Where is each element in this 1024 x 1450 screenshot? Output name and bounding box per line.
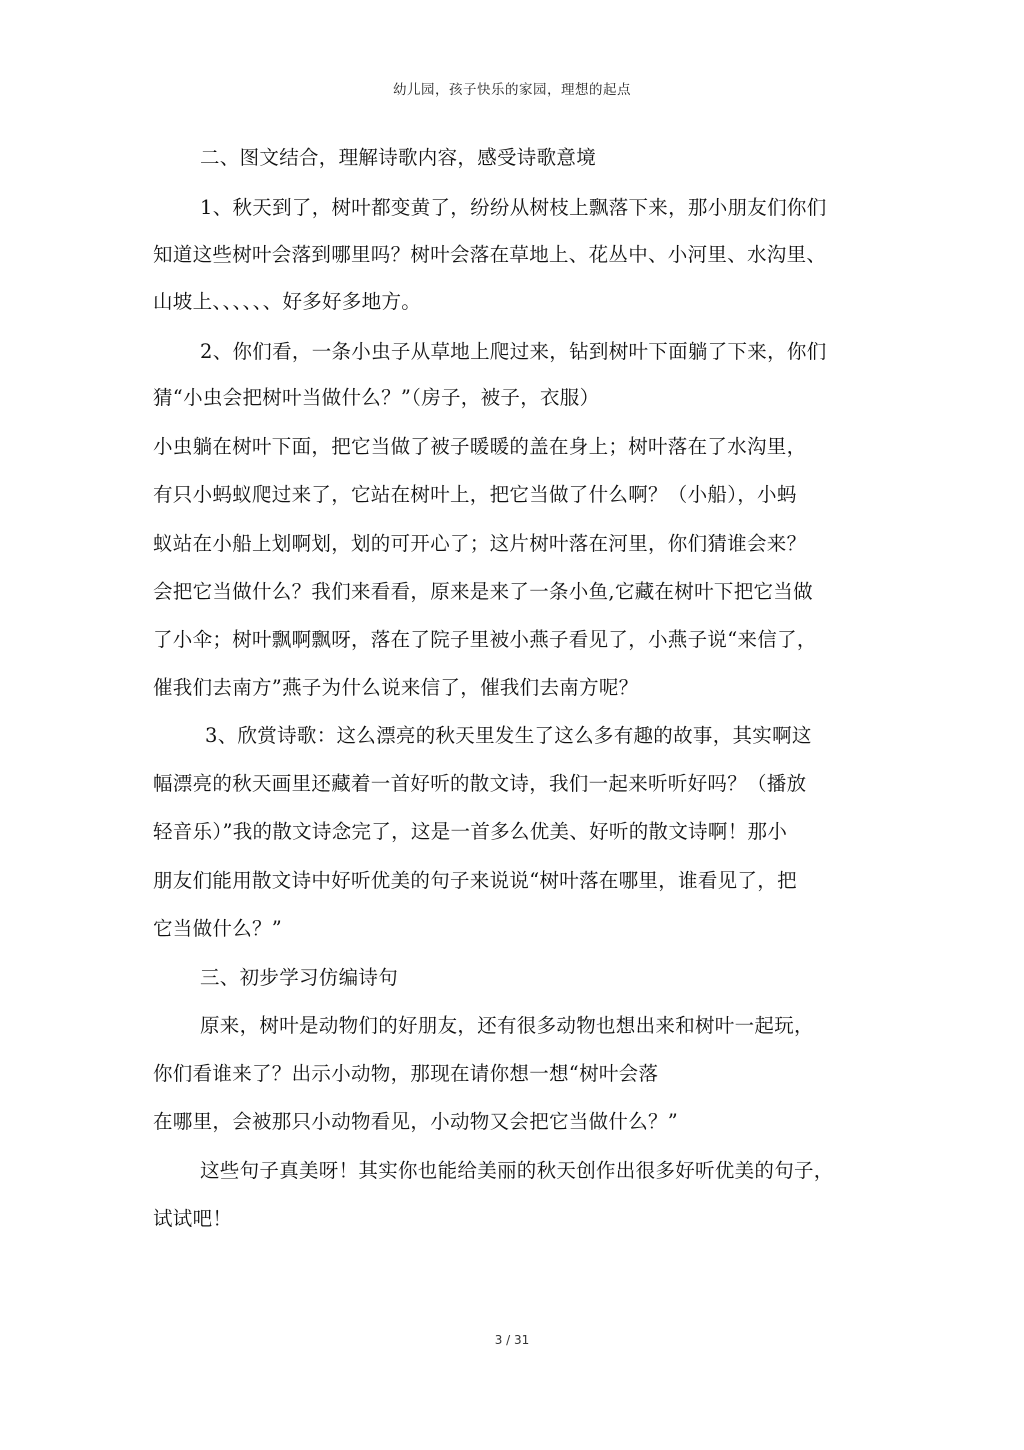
paragraph-line: 猜“小虫会把树叶当做什么？”（房子，被子，衣服） — [153, 386, 600, 409]
section-heading: 三、初步学习仿编诗句 — [200, 966, 399, 989]
paragraph-line: 山坡上、、、、、、好多好多地方。 — [153, 290, 422, 313]
paragraph-line: 它当做什么？” — [153, 917, 283, 940]
paragraph-line: 催我们去南方”燕子为什么说来信了，催我们去南方呢？ — [153, 676, 639, 699]
paragraph-line: 1、秋天到了，树叶都变黄了，纷纷从树枝上飘落下来，那小朋友们你们 — [200, 196, 827, 219]
paragraph-line: 原来，树叶是动物们的好朋友，还有很多动物也想出来和树叶一起玩， — [200, 1014, 814, 1037]
paragraph-line: 轻音乐）”我的散文诗念完了，这是一首多么优美、好听的散文诗啊！那小 — [153, 820, 788, 843]
page-header: 幼儿园，孩子快乐的家园，理想的起点 — [393, 82, 631, 98]
paragraph-line: 有只小蚂蚁爬过来了，它站在树叶上，把它当做了什么啊？（小船），小蚂 — [153, 483, 797, 506]
paragraph-line: 3、欣赏诗歌：这么漂亮的秋天里发生了这么多有趣的故事，其实啊这 — [205, 724, 812, 747]
paragraph-line: 试试吧！ — [153, 1207, 233, 1230]
page-number: 3 / 31 — [494, 1333, 530, 1347]
paragraph-line: 蚁站在小船上划啊划，划的可开心了；这片树叶落在河里，你们猜谁会来？ — [153, 532, 807, 555]
paragraph-line: 在哪里，会被那只小动物看见，小动物又会把它当做什么？” — [153, 1110, 679, 1133]
paragraph-line: 2、你们看，一条小虫子从草地上爬过来，钻到树叶下面躺了下来，你们 — [200, 340, 827, 363]
paragraph-line: 会把它当做什么？我们来看看，原来是来了一条小鱼,它藏在树叶下把它当做 — [153, 580, 813, 603]
paragraph-line: 小虫躺在树叶下面，把它当做了被子暖暖的盖在身上；树叶落在了水沟里， — [153, 435, 807, 458]
paragraph-line: 这些句子真美呀！其实你也能给美丽的秋天创作出很多好听优美的句子， — [200, 1159, 834, 1182]
paragraph-line: 幅漂亮的秋天画里还藏着一首好听的散文诗，我们一起来听听好吗？（播放 — [153, 772, 807, 795]
paragraph-line: 你们看谁来了？出示小动物，那现在请你想一想“树叶会落 — [153, 1062, 659, 1085]
paragraph-line: 知道这些树叶会落到哪里吗？树叶会落在草地上、花丛中、小河里、水沟里、 — [153, 243, 827, 266]
paragraph-line: 了小伞；树叶飘啊飘呀，落在了院子里被小燕子看见了，小燕子说“来信了， — [153, 628, 817, 651]
section-heading: 二、图文结合，理解诗歌内容，感受诗歌意境 — [200, 146, 597, 169]
paragraph-line: 朋友们能用散文诗中好听优美的句子来说说“树叶落在哪里，谁看见了，把 — [153, 869, 797, 892]
